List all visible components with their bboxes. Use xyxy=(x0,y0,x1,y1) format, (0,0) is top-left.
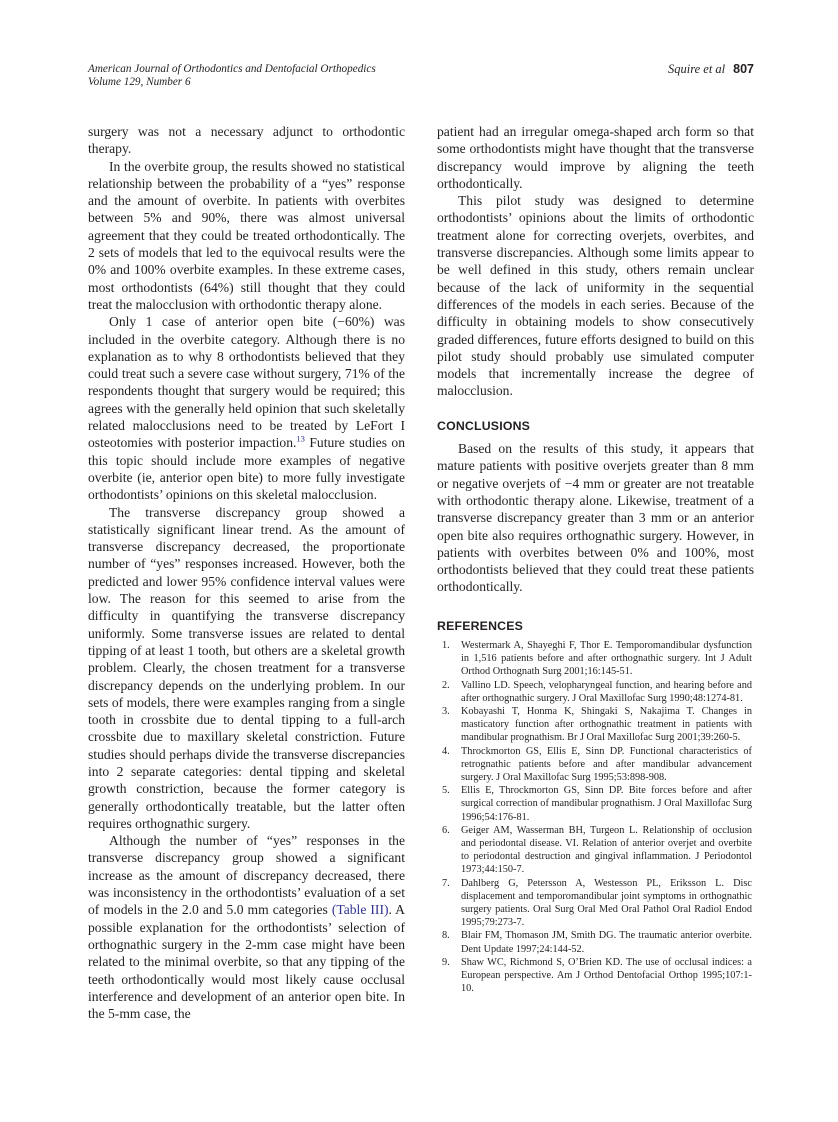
left-column xyxy=(88,123,405,1022)
paragraph-text: Only 1 case of anterior open bite (−60%) was included in the overbite category. Although there is no explanation as to why 8 orthodontists believed that they could treat such a severe case without surgery, 71% of the respondents thought that surgery would be required; this agrees with the generally held opinion that such skeletally related malocclusions need to be treated by LeFort I osteotomies with posterior impaction. xyxy=(88,314,405,451)
reference-item xyxy=(437,745,754,785)
paragraph-text: . A possible explanation for the orthodontists’ selection of orthognathic surgery in the 2-mm case might have been related to the minimal overbite, so that any tipping of the teeth orthodontically would most likely cause occlusal interference and development of an anterior open bite. In the 5-mm case, the xyxy=(88,902,405,1022)
reference-number: 8. xyxy=(442,930,450,942)
reference-number: 9. xyxy=(442,956,450,968)
references-list xyxy=(437,639,754,995)
header-right xyxy=(668,63,754,76)
reference-item xyxy=(437,639,754,679)
reference-number: 4. xyxy=(442,745,450,757)
paragraph: The transverse discrepancy group showed a statistically significant linear trend. As the amount of transverse discrepancy decreased, the proportionate number of “yes” responses increased. However, both the predicted and lower 95% confidence interval values were low. The reason for this seemed to arise from the difficulty in quantifying the transverse discrepancy uniformly. Some transverse issues are related to dental tipping of at least 1 tooth, but others are a skeletal growth problem. Clearly, the chosen treatment for a transverse discrepancy depends on the underlying problem. In our sets of models, there were examples ranging from a single tooth in crossbite due to dental tipping to a full-arch crossbite due to maxillary skeletal constriction. Future studies should perhaps divide the transverse discrepancies into 2 separate categories: dental tipping and skeletal growth constriction, because the former category is generally orthodontically treatable, but the latter often requires orthognathic surgery. xyxy=(88,504,405,831)
paragraph: patient had an irregular omega-shaped arch form so that some orthodontists might have thought that the transverse discrepancy would improve by aligning the teeth orthodontically. xyxy=(437,124,754,191)
reference-item xyxy=(437,929,754,955)
paragraph: This pilot study was designed to determine orthodontists’ opinions about the limits of orthodontic treatment alone for correcting overjets, overbites, and transverse discrepancies. Although some limits appear to be well defined in this study, others remain unclear because of the lack of uniformity in the sequential differences of the models in each series. Because of the difficulty in obtaining models to show consecutively graded differences, future efforts designed to build on this pilot study should probably use simulated computer models that incrementally increase the degree of malocclusion. xyxy=(437,193,754,399)
journal-title: American Journal of Orthodontics and Dentofacial Orthopedics xyxy=(88,63,376,75)
paragraph: Based on the results of this study, it appears that mature patients with positive overjets greater than 8 mm or negative overjets of −4 mm or greater are not treatable with orthodontic therapy alone. Likewise, treatment of a transverse discrepancy greater than 3 mm or an anterior open bite also requires orthognathic surgery. However, in patients with overbites between 0% and 100%, most orthodontists believed that they could treat these patients orthodontically. xyxy=(437,441,754,595)
journal-volume: Volume 129, Number 6 xyxy=(88,76,191,88)
reference-number: 6. xyxy=(442,824,450,836)
page-number: 807 xyxy=(733,62,754,76)
reference-item xyxy=(437,824,754,877)
running-header xyxy=(88,63,754,89)
reference-text: Geiger AM, Wasserman BH, Turgeon L. Relationship of occlusion and periodontal disease. VI. Relation of anterior overjet and overbite to periodontal destruction and gingival inflammation. J Periodontol 1973;44:150-7. xyxy=(461,824,752,876)
running-authors: Squire et al xyxy=(667,62,726,76)
reference-item xyxy=(437,784,754,824)
paragraph: In the overbite group, the results showed no statistical relationship between the probability of a “yes” response and the amount of overbite. In patients with overbites between 5% and 90%, there was almost universal agreement that they could be treated orthodontically. The 2 sets of models that led to the equivocal results were the 0% and 100% overbite examples. In these extreme cases, most orthodontists (64%) still thought that they could treat the malocclusion with orthodontic therapy alone. xyxy=(88,158,405,312)
citation-link[interactable]: 13 xyxy=(296,433,305,444)
reference-item xyxy=(437,956,754,996)
right-column xyxy=(437,123,754,996)
reference-item xyxy=(437,877,754,930)
paragraph: surgery was not a necessary adjunct to orthodontic therapy. xyxy=(88,124,405,157)
reference-text: Throckmorton GS, Ellis E, Sinn DP. Functional characteristics of retrognathic patients before and after mandibular advancement surgery. J Oral Maxillofac Surg 1995;53:898-908. xyxy=(461,745,752,784)
paragraph xyxy=(88,832,405,1022)
paragraph xyxy=(88,313,405,503)
reference-item xyxy=(437,705,754,745)
reference-text: Vallino LD. Speech, velopharyngeal function, and hearing before and after orthognathic surgery. J Oral Maxillofac Surg 1990;48:1274-81. xyxy=(461,679,752,704)
reference-number: 3. xyxy=(442,706,450,718)
references-heading: REFERENCES xyxy=(437,618,524,633)
reference-number: 2. xyxy=(442,679,450,691)
paragraph-text: Although the number of “yes” responses in the transverse discrepancy group showed a significant increase as the amount of discrepancy decreased, there was inconsistency in the orthodontists’ evaluation of a set of models in the 2.0 and 5.0 mm categories xyxy=(88,833,405,918)
reference-text: Shaw WC, Richmond S, O’Brien KD. The use of occlusal indices: a European perspective. Am J Orthod Dentofacial Orthop 1995;107:1-10. xyxy=(461,956,752,995)
reference-text: Blair FM, Thomason JM, Smith DG. The traumatic anterior overbite. Dent Update 1997;24:144-52. xyxy=(461,930,752,955)
table-reference-link[interactable]: (Table III) xyxy=(331,902,389,918)
reference-item xyxy=(437,679,754,705)
reference-number: 7. xyxy=(442,877,450,889)
reference-text: Kobayashi T, Honma K, Shingaki S, Nakajima T. Changes in masticatory function after orthognathic treatment in patients with mandibular prognathism. Br J Oral Maxillofac Surg 2001;39:260-5. xyxy=(461,706,752,744)
reference-text: Ellis E, Throckmorton GS, Sinn DP. Bite forces before and after surgical correction of mandibular prognathism. J Oral Maxillofac Surg 1996;54:176-81. xyxy=(461,785,753,823)
reference-text: Dahlberg G, Petersson A, Westesson PL, Eriksson L. Disc displacement and temporomandibular joint symptoms in orthognathic surgery patients. Oral Surg Oral Med Oral Pathol Oral Radiol Endod 1995;79:273-7. xyxy=(461,877,752,929)
conclusions-heading: CONCLUSIONS xyxy=(437,418,531,433)
reference-number: 5. xyxy=(442,785,450,797)
reference-text: Westermark A, Shayeghi F, Thor E. Temporomandibular dysfunction in 1,516 patients before and after orthognathic surgery. Int J Adult Orthod Orthognath Surg 2001;16:145-51. xyxy=(461,640,752,678)
reference-number: 1. xyxy=(442,640,450,652)
paragraph-text: Future studies on this topic should include more examples of negative overbite (ie, anterior open bite) to more fully investigate orthodontists’ opinions on this skeletal malocclusion. xyxy=(88,435,405,503)
